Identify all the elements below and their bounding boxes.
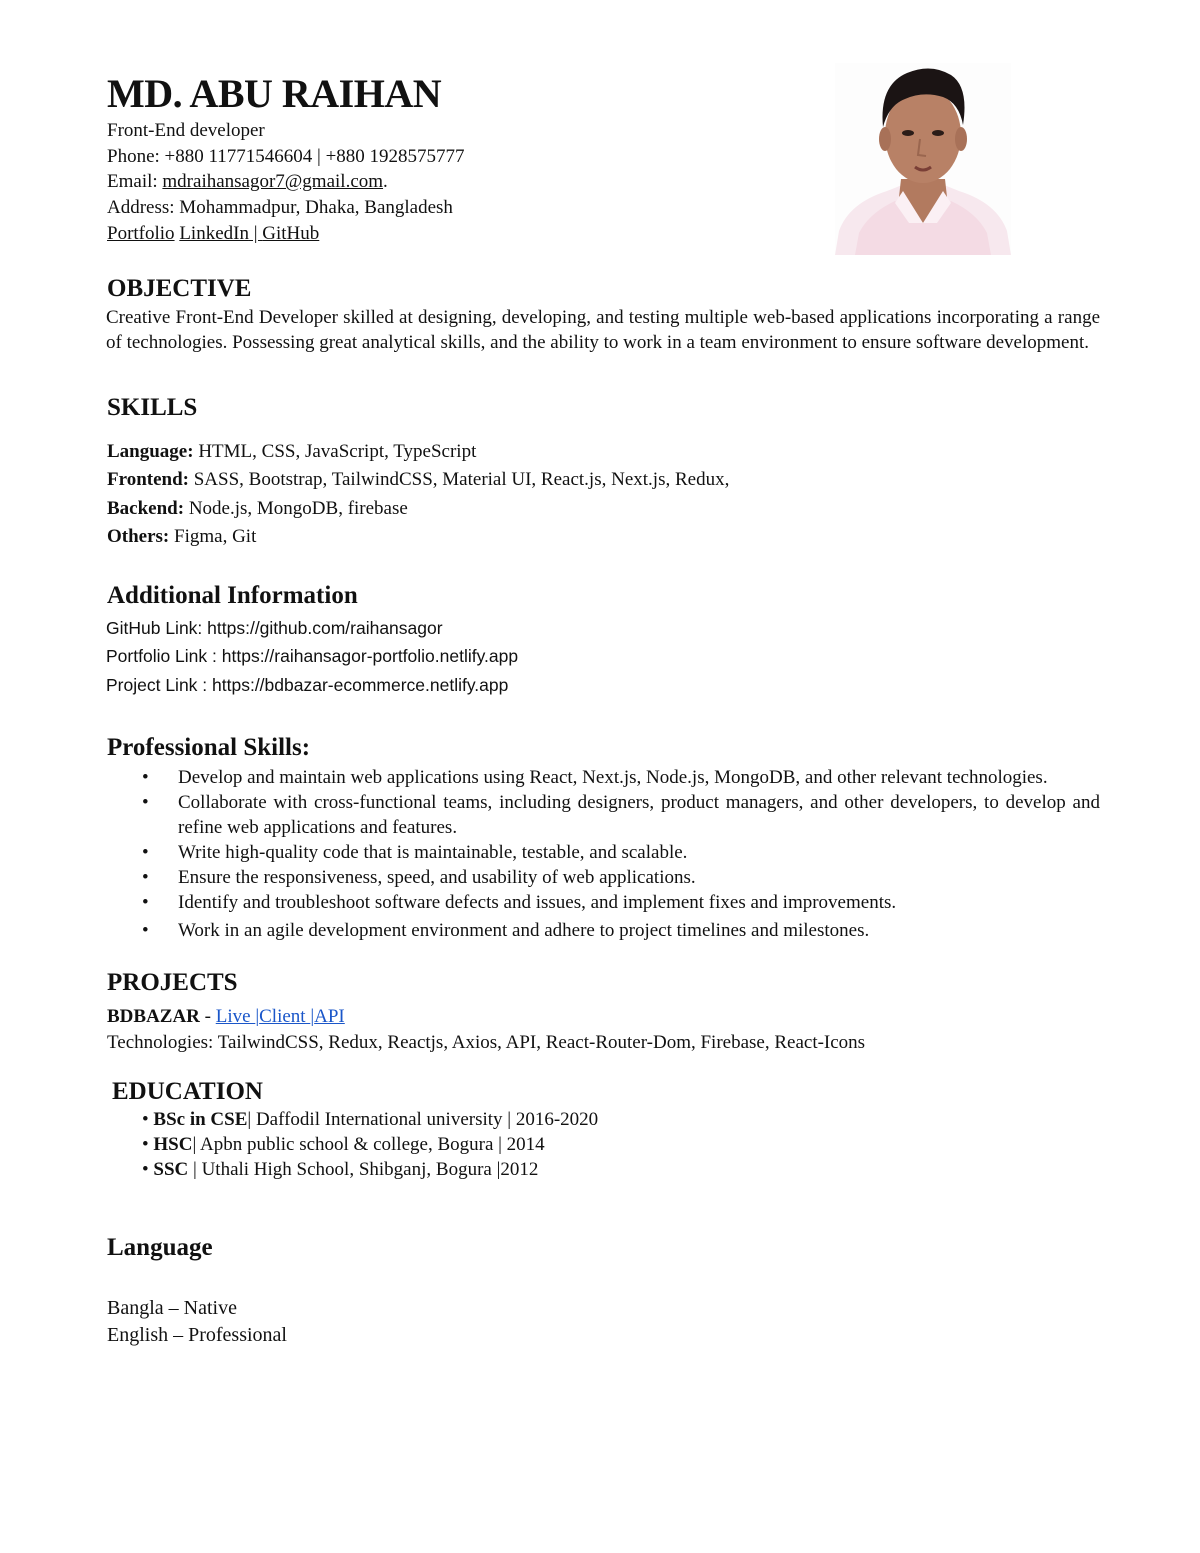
list-item <box>140 790 1100 840</box>
list-item <box>140 765 1100 790</box>
email-suffix: . <box>383 171 388 193</box>
list-item-text: Ensure the responsiveness, speed, and usability of web applications. <box>178 867 696 888</box>
education-degree: HSC <box>153 1134 193 1155</box>
skills-heading: SKILLS <box>107 394 198 421</box>
education-list <box>142 1107 598 1182</box>
bullet-icon: • <box>142 920 149 941</box>
project-entry <box>107 1004 865 1056</box>
bullet-icon: • <box>142 867 149 888</box>
link-separator: | <box>248 222 263 244</box>
education-degree: BSc in CSE <box>153 1109 248 1130</box>
job-title: Front-End developer <box>107 120 265 141</box>
education-detail: | Apbn public school & college, Bogura | 2014 <box>192 1134 545 1155</box>
project-api-link[interactable]: API <box>314 1006 345 1027</box>
link-separator: | <box>310 1006 315 1027</box>
github-link[interactable]: GitHub <box>262 222 320 244</box>
objective-text: Creative Front-End Developer skilled at designing, developing, and testing multiple web-based applications incorporating a range of technologies. Possessing great analytical skills, and the ability to work in a team environment to ensure software development. <box>106 307 1100 353</box>
list-item-text: Identify and troubleshoot software defects and issues, and implement fixes and improvements. <box>178 892 897 913</box>
bullet-icon: • <box>142 1109 149 1130</box>
language-item: English – Professional <box>107 1324 287 1346</box>
list-item-text: Work in an agile development environment and adhere to project timelines and milestones. <box>178 920 870 941</box>
education-item <box>142 1157 598 1182</box>
project-client-link[interactable]: Client <box>259 1006 311 1027</box>
email-label: Email: <box>107 171 163 193</box>
education-item <box>142 1107 598 1132</box>
skill-label: Others: <box>107 525 170 547</box>
language-item: Bangla – Native <box>107 1297 237 1319</box>
portfolio-link-row: Portfolio Link : https://raihansagor-portfolio.netlify.app <box>106 646 519 667</box>
email-line <box>107 169 465 195</box>
language-heading: Language <box>107 1234 213 1261</box>
address-line: Address: Mohammadpur, Dhaka, Bangladesh <box>107 197 453 219</box>
project-technologies <box>107 1030 865 1056</box>
bullet-icon: • <box>142 842 149 863</box>
list-item <box>140 865 1100 890</box>
project-link-row: Project Link : https://bdbazar-ecommerce.netlify.app <box>106 674 509 695</box>
bullet-icon: • <box>142 792 149 813</box>
project-title-line <box>107 1004 865 1030</box>
project-dash: - <box>199 1006 216 1027</box>
education-detail: | Daffodil International university | 2016-2020 <box>247 1109 599 1130</box>
bullet-icon: • <box>142 892 149 913</box>
email-link[interactable]: mdraihansagor7@gmail.com <box>162 171 384 193</box>
skills-list <box>107 438 729 551</box>
education-heading: EDUCATION <box>112 1078 263 1105</box>
skill-row-language <box>107 438 729 466</box>
project-name: BDBAZAR <box>107 1006 200 1027</box>
language-list <box>107 1295 287 1349</box>
phone-line <box>107 144 465 170</box>
additional-info-list <box>106 614 518 699</box>
portfolio-link[interactable]: Portfolio <box>107 222 175 244</box>
objective-heading: OBJECTIVE <box>107 275 252 302</box>
skill-value: Node.js, MongoDB, firebase <box>184 497 408 519</box>
list-item-text: Collaborate with cross-functional teams, including designers, product managers, and other developers, to develop and refine web applications and features. <box>178 792 1100 838</box>
project-live-link[interactable]: Live <box>215 1006 256 1027</box>
contact-block <box>107 118 465 247</box>
github-link-row: GitHub Link: https://github.com/raihansagor <box>106 618 443 638</box>
education-item <box>142 1132 598 1157</box>
profile-links <box>107 221 465 247</box>
list-item <box>140 890 1100 915</box>
skill-value: HTML, CSS, JavaScript, TypeScript <box>193 441 477 462</box>
phone-label: Phone: <box>107 145 165 167</box>
list-item-text: Write high-quality code that is maintainable, testable, and scalable. <box>178 842 688 863</box>
bullet-icon: • <box>142 1134 149 1155</box>
skill-label: Language: <box>107 441 194 462</box>
candidate-name: MD. ABU RAIHAN <box>107 71 442 116</box>
skill-row-backend <box>107 495 729 523</box>
skill-row-others <box>107 523 729 551</box>
bullet-icon: • <box>142 1159 149 1180</box>
list-item <box>140 840 1100 865</box>
linkedin-link[interactable]: LinkedIn <box>179 222 249 244</box>
list-item-text: Develop and maintain web applications using React, Next.js, Node.js, MongoDB, and other relevant technologies. <box>178 767 1048 788</box>
education-degree: SSC <box>153 1159 189 1180</box>
phone-numbers: +880 11771546604 | +880 1928575777 <box>164 145 465 167</box>
technologies-list: TailwindCSS, Redux, Reactjs, Axios, API, React-Router-Dom, Firebase, React-Icons <box>213 1032 866 1053</box>
professional-skills-list <box>140 765 1100 943</box>
list-item <box>140 918 1100 943</box>
profile-photo-image <box>835 63 1011 255</box>
additional-info-heading: Additional Information <box>107 582 358 609</box>
technologies-label: Technologies: <box>107 1032 214 1053</box>
skill-label: Backend: <box>107 497 185 519</box>
profile-photo <box>835 63 1011 255</box>
link-separator: | <box>255 1006 260 1027</box>
skill-value: Figma, Git <box>169 525 257 547</box>
professional-skills-heading: Professional Skills: <box>107 734 311 761</box>
projects-heading: PROJECTS <box>107 969 238 996</box>
skill-row-frontend <box>107 466 729 494</box>
skill-label: Frontend: <box>107 469 189 491</box>
bullet-icon: • <box>142 767 149 788</box>
education-detail: | Uthali High School, Shibganj, Bogura |2012 <box>188 1159 539 1180</box>
skill-value: SASS, Bootstrap, TailwindCSS, Material UI, React.js, Next.js, Redux, <box>188 469 730 491</box>
